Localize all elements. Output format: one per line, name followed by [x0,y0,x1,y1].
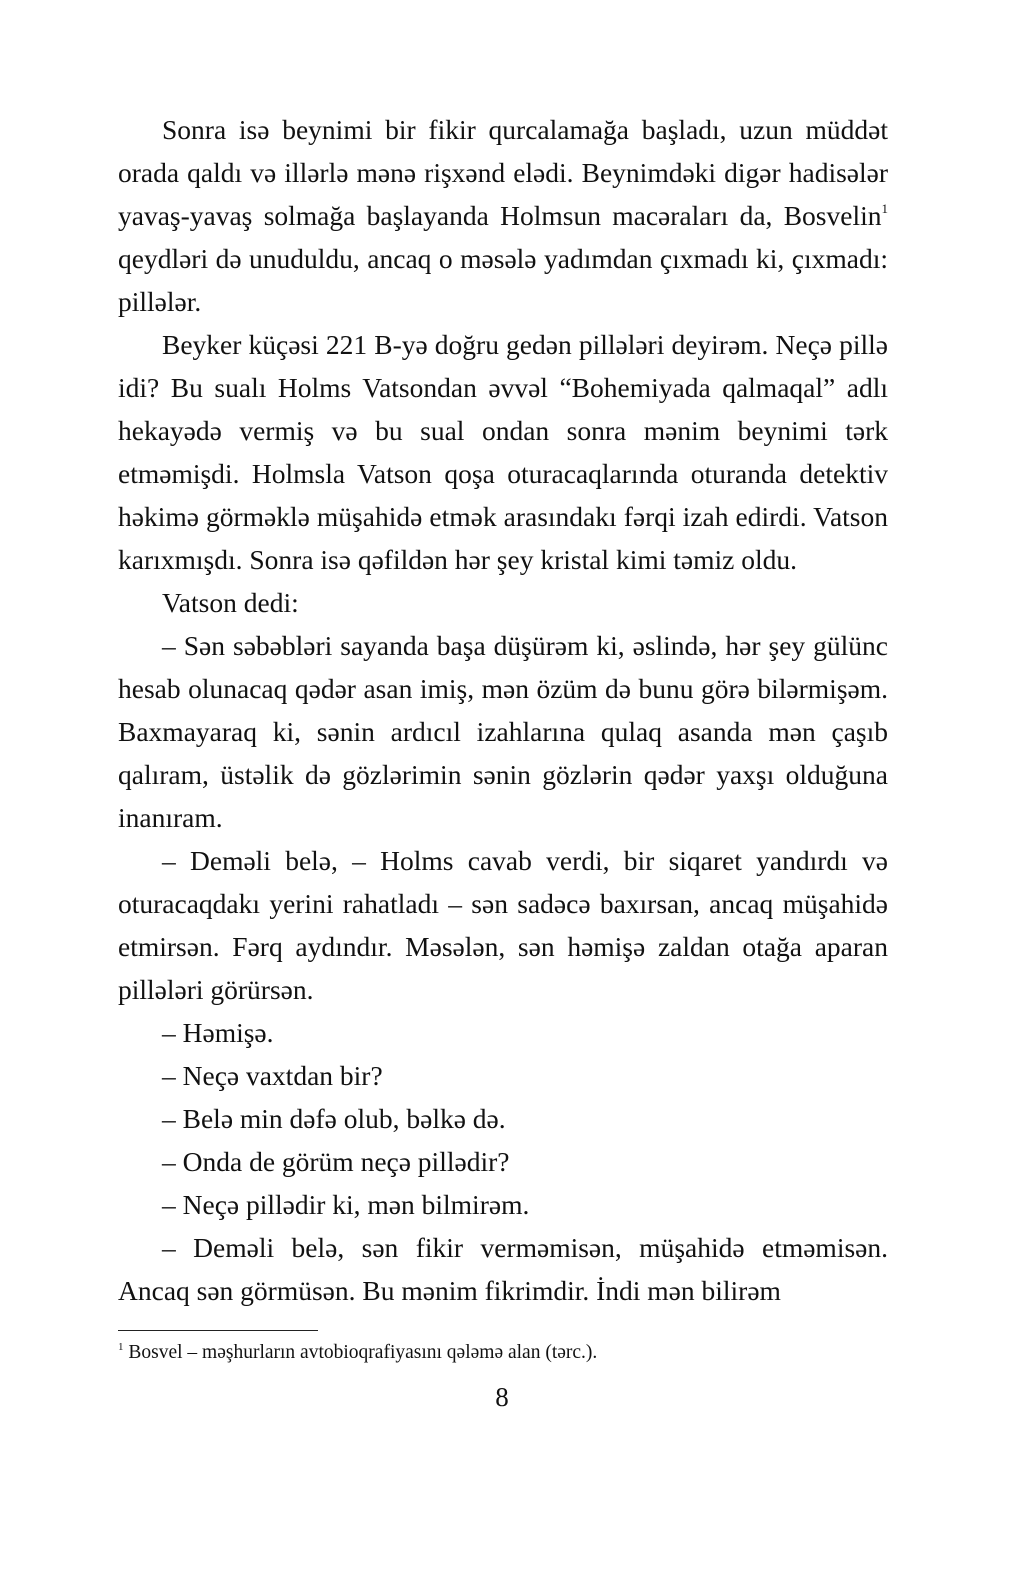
paragraph-4: – Sən səbəbləri sayanda başa düşürəm ki, əslində, hər şey gülünc hesab olunacaq qədər asan imiş, mən özüm də bunu görə bilərmişəm. Baxmayaraq ki, sənin ardıcıl izahlarına qulaq asanda mən çaşıb qalıram, üstəlik də gözlərimin sənin gözlərin qədər yaxşı olduğuna inanıram. [118,630,888,833]
paragraph-10: – Neçə pillədir ki, mən bilmirəm. [162,1189,530,1220]
paragraph-9: – Onda de görüm neçə pillədir? [162,1146,510,1177]
paragraph-1-text-before: Sonra isə beynimi bir fikir qurcalamağa başladı, uzun müddət orada qaldı və illərlə mənə rişxənd elədi. Beynimdəki digər hadisələr yavaş-yavaş solmağa başlayanda Holmsun macəraları da, Bosvelin [118,114,888,231]
footnote-divider [118,1330,318,1331]
paragraph-1-text-after: qeydləri də unuduldu, ancaq o məsələ yadımdan çıxmadı ki, çıxmadı: pillələr. [118,243,888,317]
paragraph-7: – Neçə vaxtdan bir? [162,1060,383,1091]
paragraph-2: Beyker küçəsi 221 B-yə doğru gedən pillələri deyirəm. Neçə pillə idi? Bu sualı Holms Vatsondan əvvəl “Bohemiyada qalmaqal” adlı hekayədə vermiş və bu sual ondan sonra mənim beynimi tərk etməmişdi. Holmsla Vatson qoşa oturacaqlarında oturanda detektiv həkimə görməklə müşahidə etmək arasındakı fərqi izah edirdi. Vatson karıxmışdı. Sonra isə qəfildən hər şey kristal kimi təmiz oldu. [118,329,888,575]
footnote-text: Bosvel – məşhurların avtobioqrafiyasını qələmə alan (tərc.). [123,1342,598,1363]
footnote-marker: 1 [118,1340,124,1353]
page-number: 8 [495,1382,509,1412]
paragraph-8: – Belə min dəfə olub, bəlkə də. [162,1103,506,1134]
paragraph-1 [118,108,888,323]
body-text [118,108,888,1312]
footnote [118,1340,888,1366]
paragraph-6: – Həmişə. [162,1017,274,1048]
paragraph-5: – Deməli belə, – Holms cavab verdi, bir siqaret yandırdı və oturacaqdakı yerini rahatladı – sən sadəcə baxırsan, ancaq müşahidə etmirsən. Fərq aydındır. Məsələn, sən həmişə zaldan otağa aparan pillələri görürsən. [118,845,888,1005]
paragraph-11: – Deməli belə, sən fikir verməmisən, müşahidə etməmisən. Ancaq sən görmüsən. Bu mənim fikrimdir. İndi mən bilirəm [118,1232,888,1306]
footnote-reference: 1 [881,200,888,216]
paragraph-3: Vatson dedi: [162,587,299,618]
